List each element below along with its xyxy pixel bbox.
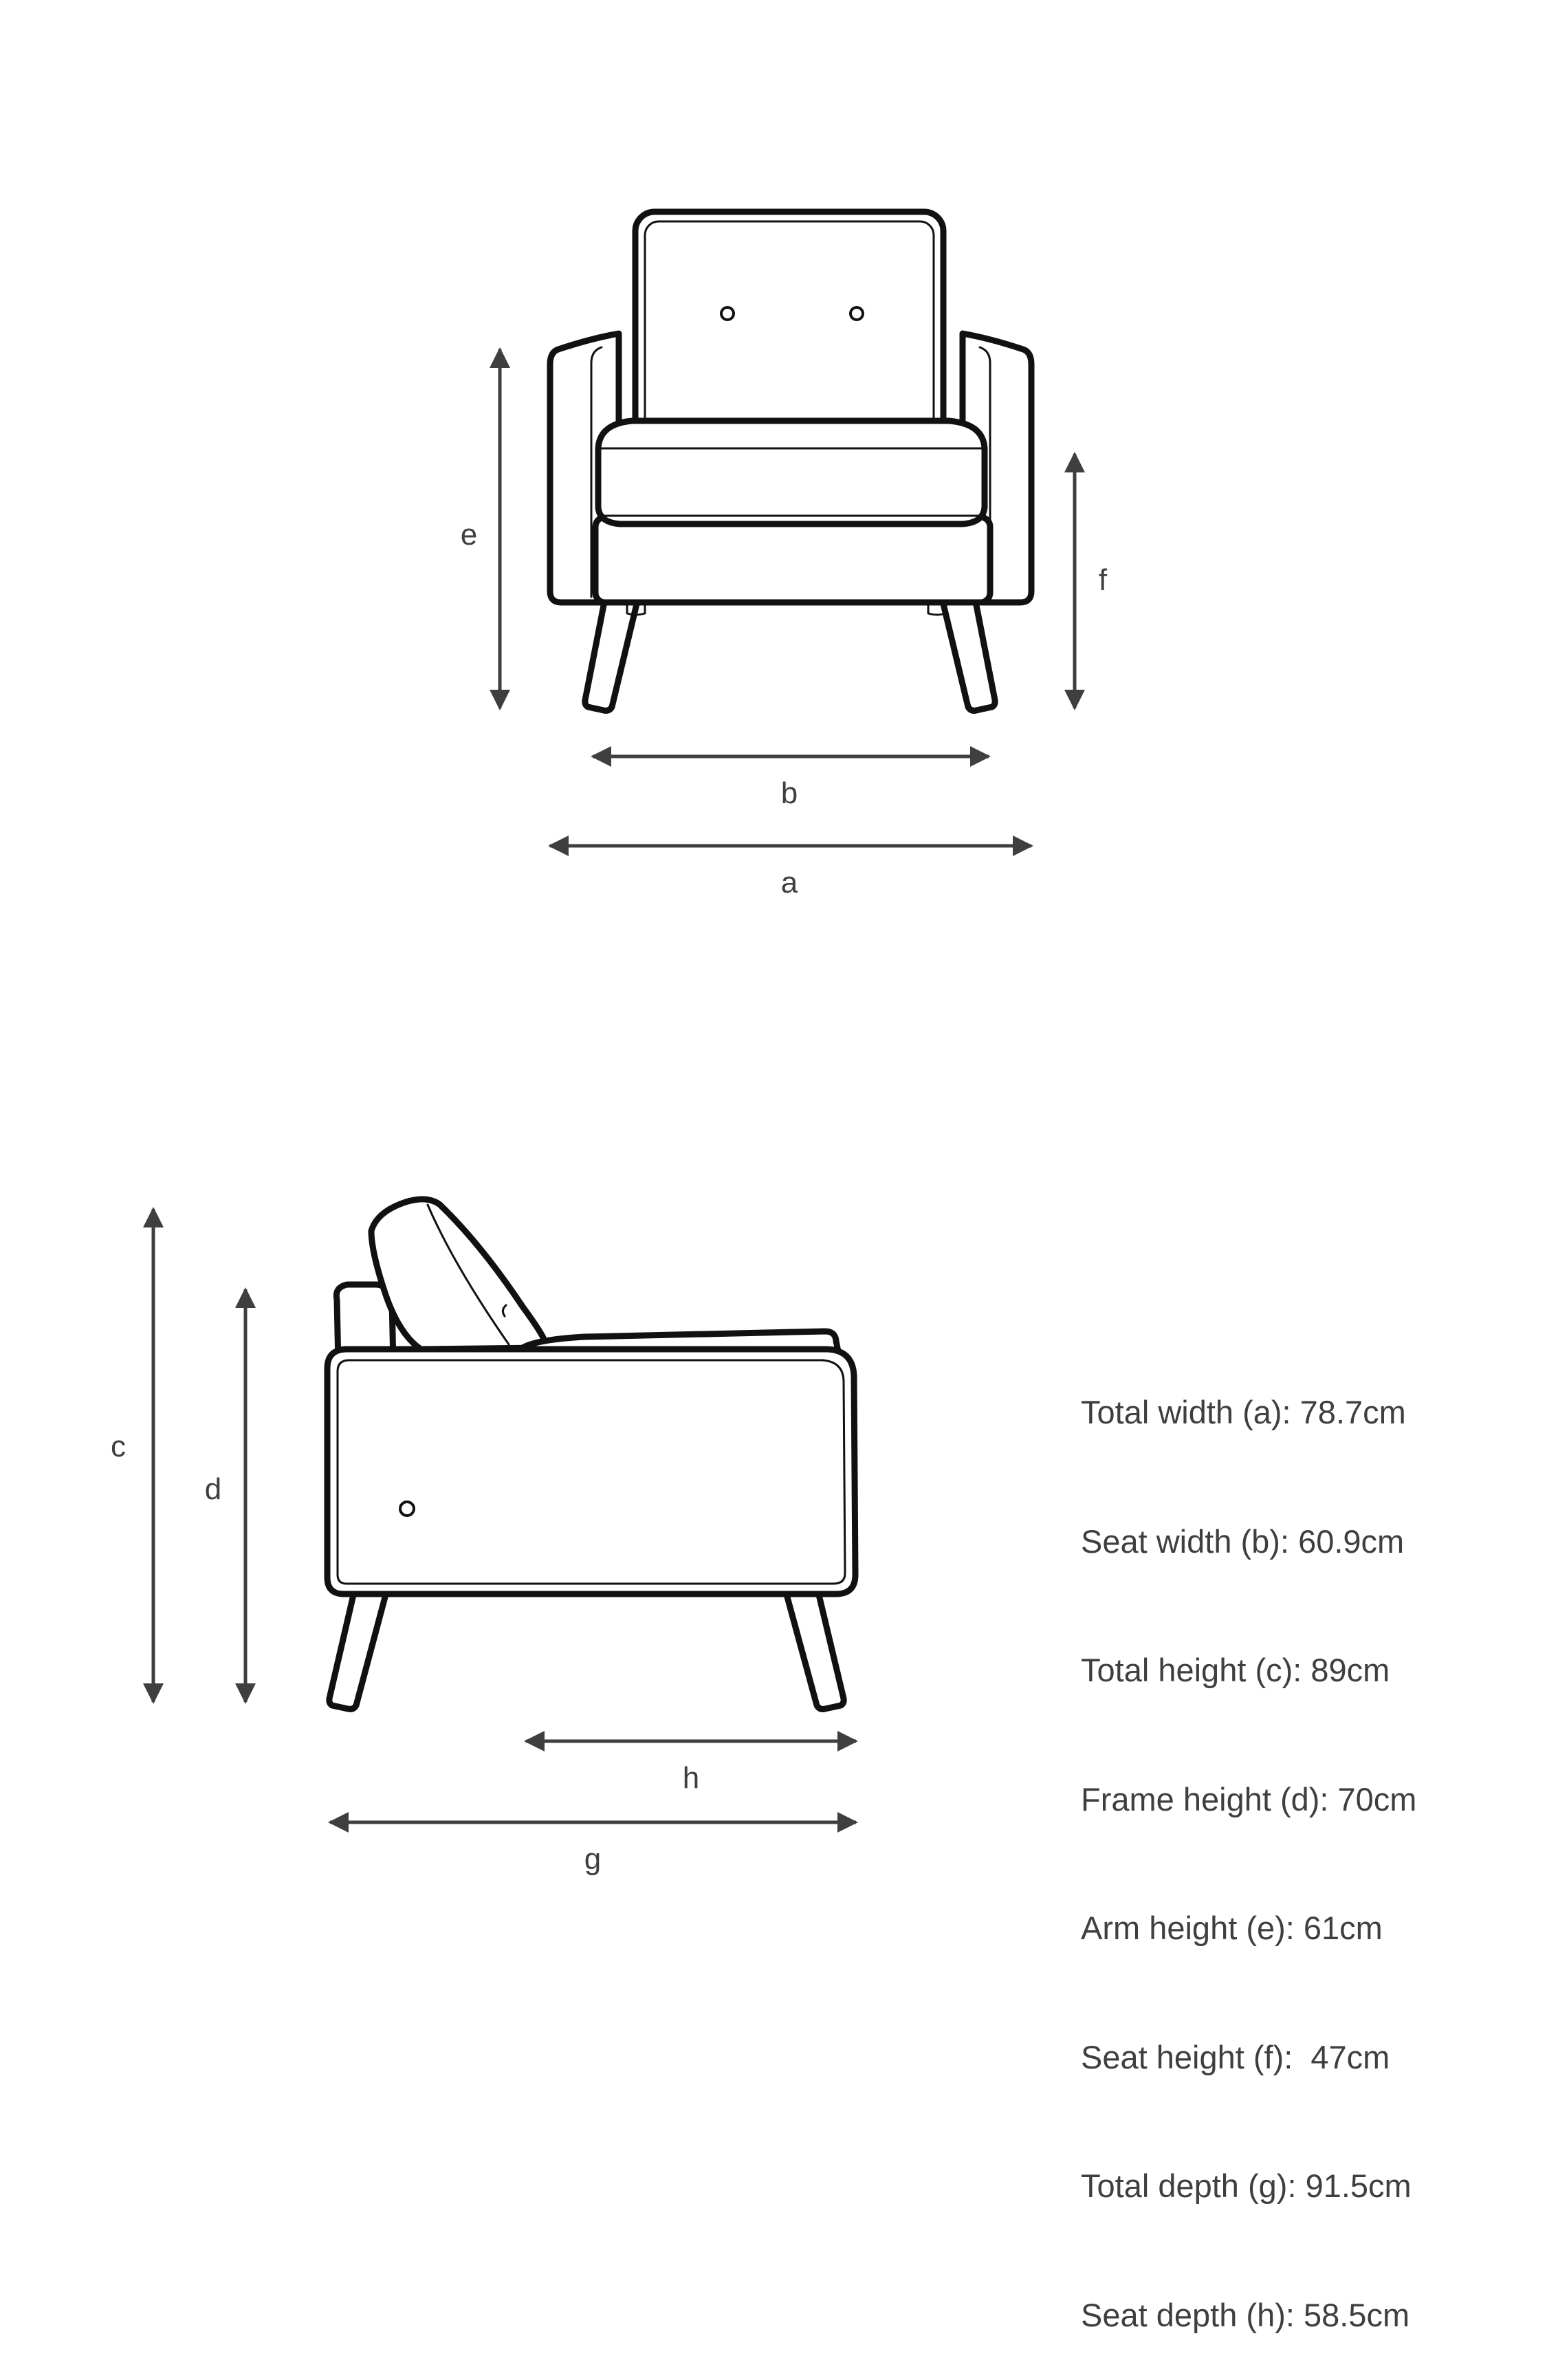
specification-list	[1081, 1305, 1416, 2380]
dimension-g-label: g	[584, 1842, 602, 1876]
front-view-armchair	[550, 212, 1031, 710]
side-view-armchair	[327, 1199, 855, 1710]
dimension-b-label: b	[780, 776, 798, 810]
dimension-a-label: a	[780, 866, 798, 899]
side-front-leg	[786, 1592, 844, 1709]
front-back-button-left	[721, 307, 734, 320]
dimension-e-label: e	[460, 518, 478, 552]
dimension-letters	[111, 518, 1108, 1876]
side-back-leg	[329, 1592, 386, 1709]
spec-seat-height: Seat height (f): 47cm	[1081, 2038, 1390, 2075]
front-back-button-right	[851, 307, 863, 320]
spec-arm-height: Arm height (e): 61cm	[1081, 1910, 1383, 1946]
front-right-leg	[942, 598, 995, 710]
front-seat-cushion	[598, 421, 985, 524]
spec-total-height: Total height (c): 89cm	[1081, 1652, 1390, 1688]
spec-frame-height: Frame height (d): 70cm	[1081, 1780, 1417, 1817]
spec-seat-depth: Seat depth (h): 58.5cm	[1081, 2296, 1410, 2333]
spec-seat-width: Seat width (b): 60.9cm	[1081, 1522, 1405, 1560]
dimension-h-label: h	[682, 1761, 700, 1795]
front-back-cushion	[635, 212, 943, 452]
spec-total-width: Total width (a): 78.7cm	[1081, 1394, 1406, 1430]
dimension-c-label: c	[111, 1430, 126, 1463]
side-back-cushion	[371, 1199, 543, 1349]
front-base-frame	[595, 517, 990, 602]
side-body	[327, 1349, 855, 1594]
dimension-f-label: f	[1098, 563, 1108, 597]
spec-total-depth: Total depth (g): 91.5cm	[1081, 2168, 1412, 2204]
side-arm-button	[400, 1502, 414, 1516]
dimension-d-label: d	[204, 1472, 222, 1506]
